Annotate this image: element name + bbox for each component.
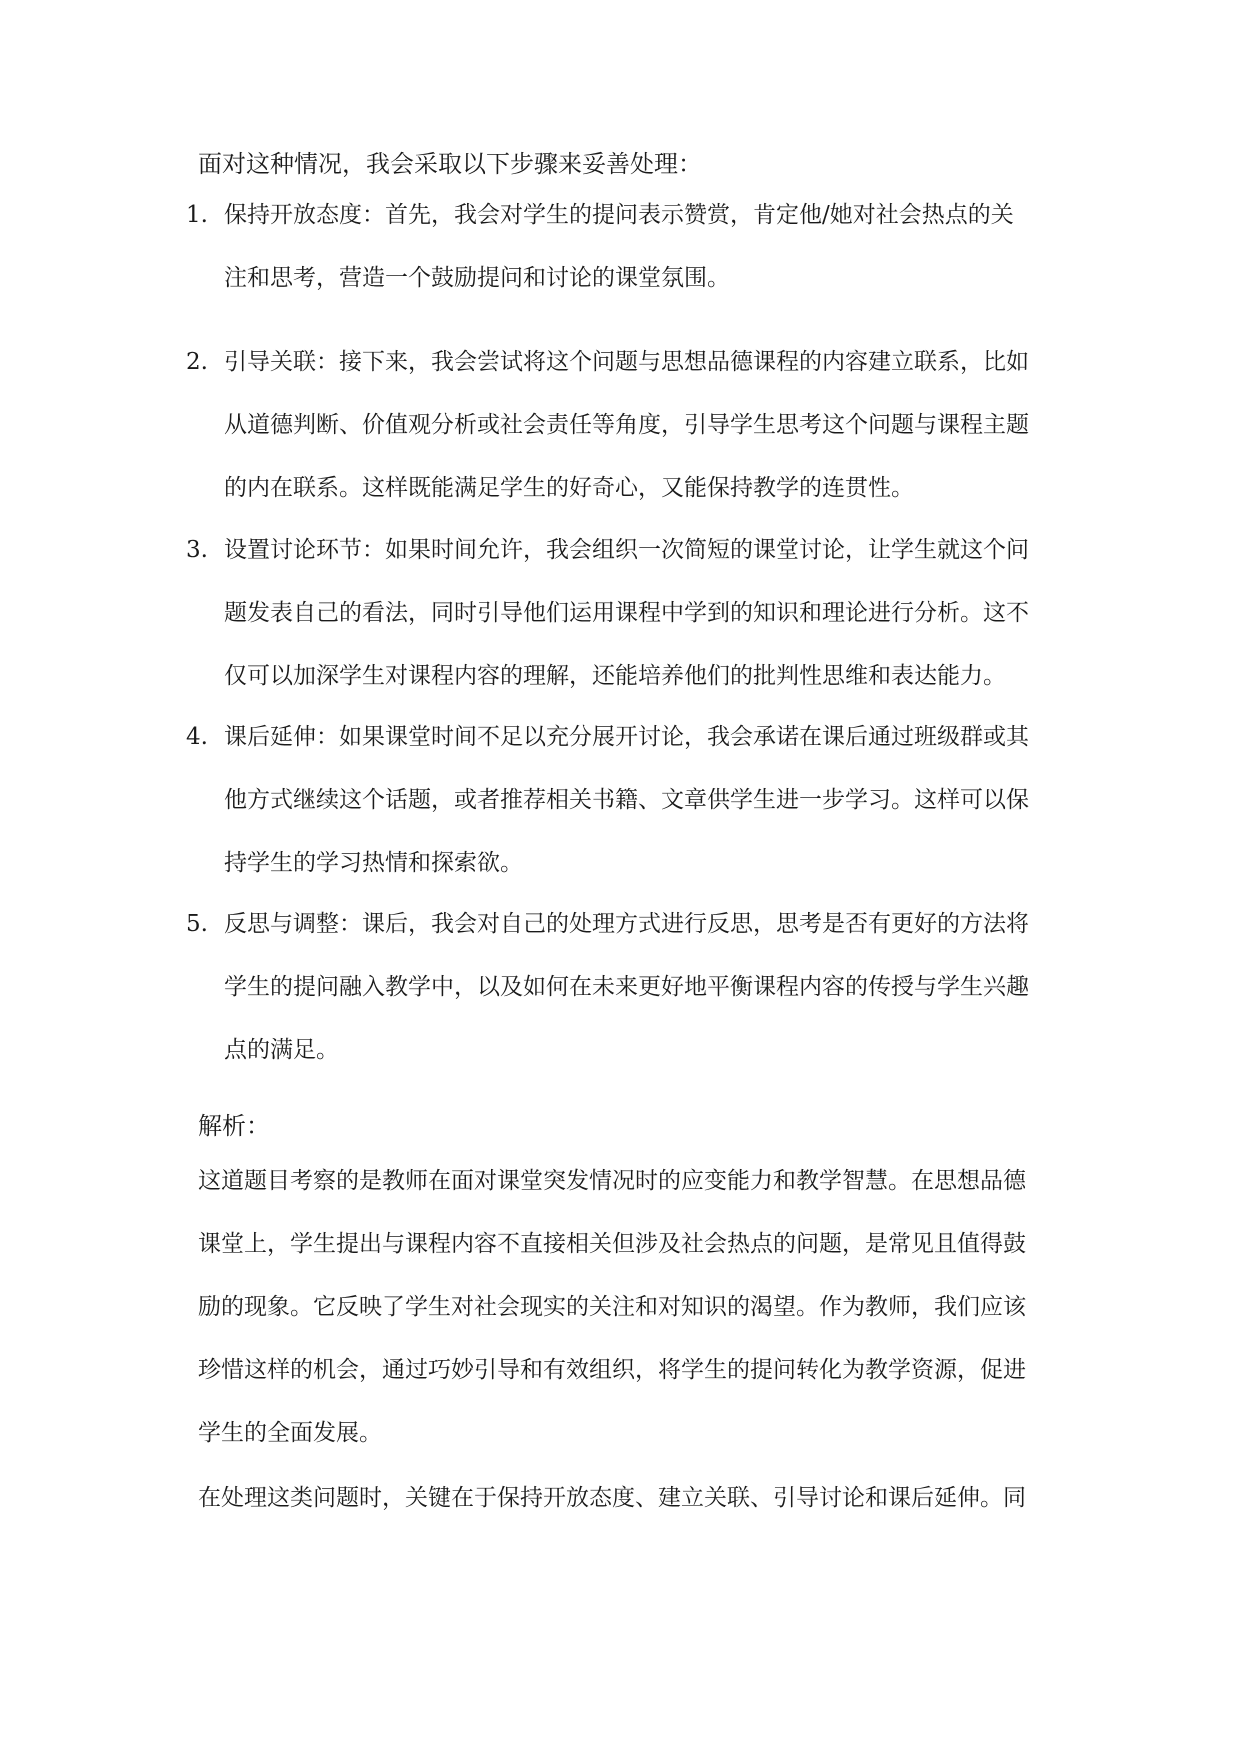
list-item-line: 持学生的学习热情和探索欲。 — [224, 850, 523, 876]
list-item-line: 的内在联系。这样既能满足学生的好奇心，又能保持教学的连贯性。 — [224, 475, 914, 501]
list-item-line: 保持开放态度：首先，我会对学生的提问表示赞赏，肯定他/她对社会热点的关 — [224, 202, 1014, 228]
list-item-line: 反思与调整：课后，我会对自己的处理方式进行反思，思考是否有更好的方法将 — [224, 911, 1029, 937]
list-number: 1. — [186, 202, 208, 228]
paragraph-line: 学生的全面发展。 — [198, 1420, 382, 1446]
list-number: 2. — [186, 349, 208, 375]
list-item-line: 注和思考，营造一个鼓励提问和讨论的课堂氛围。 — [224, 265, 730, 291]
list-number: 5. — [186, 911, 208, 937]
analysis-paragraph — [198, 1480, 1098, 1543]
list-item-line: 仅可以加深学生对课程内容的理解，还能培养他们的批判性思维和表达能力。 — [224, 663, 1006, 689]
intro-text: 面对这种情况，我会采取以下步骤来妥善处理： — [198, 150, 702, 178]
list-item-5 — [186, 906, 1086, 1095]
list-number: 3. — [186, 537, 208, 563]
paragraph-line: 课堂上，学生提出与课程内容不直接相关但涉及社会热点的问题，是常见且值得鼓 — [198, 1231, 1026, 1257]
list-item-line: 从道德判断、价值观分析或社会责任等角度，引导学生思考这个问题与课程主题 — [224, 412, 1029, 438]
paragraph-line: 励的现象。它反映了学生对社会现实的关注和对知识的渴望。作为教师，我们应该 — [198, 1294, 1026, 1320]
list-number: 4. — [186, 724, 208, 750]
list-item-line: 设置讨论环节：如果时间允许，我会组织一次简短的课堂讨论，让学生就这个问 — [224, 537, 1029, 563]
list-item-line: 学生的提问融入教学中，以及如何在未来更好地平衡课程内容的传授与学生兴趣 — [224, 974, 1029, 1000]
analysis-paragraph — [198, 1163, 1098, 1478]
list-item-1 — [186, 197, 1086, 323]
paragraph-line: 这道题目考察的是教师在面对课堂突发情况时的应变能力和教学智慧。在思想品德 — [198, 1168, 1026, 1194]
list-item-3 — [186, 532, 1086, 721]
list-item-line: 课后延伸：如果课堂时间不足以充分展开讨论，我会承诺在课后通过班级群或其 — [224, 724, 1029, 750]
list-item-line: 引导关联：接下来，我会尝试将这个问题与思想品德课程的内容建立联系，比如 — [224, 349, 1029, 375]
list-item-line: 点的满足。 — [224, 1037, 339, 1063]
paragraph-line: 在处理这类问题时，关键在于保持开放态度、建立关联、引导讨论和课后延伸。同 — [198, 1485, 1026, 1511]
list-item-2 — [186, 344, 1086, 533]
analysis-heading: 解析： — [198, 1112, 270, 1140]
paragraph-line: 珍惜这样的机会，通过巧妙引导和有效组织，将学生的提问转化为教学资源，促进 — [198, 1357, 1026, 1383]
list-item-line: 题发表自己的看法，同时引导他们运用课程中学到的知识和理论进行分析。这不 — [224, 600, 1029, 626]
list-item-4 — [186, 719, 1086, 908]
list-item-line: 他方式继续这个话题，或者推荐相关书籍、文章供学生进一步学习。这样可以保 — [224, 787, 1029, 813]
